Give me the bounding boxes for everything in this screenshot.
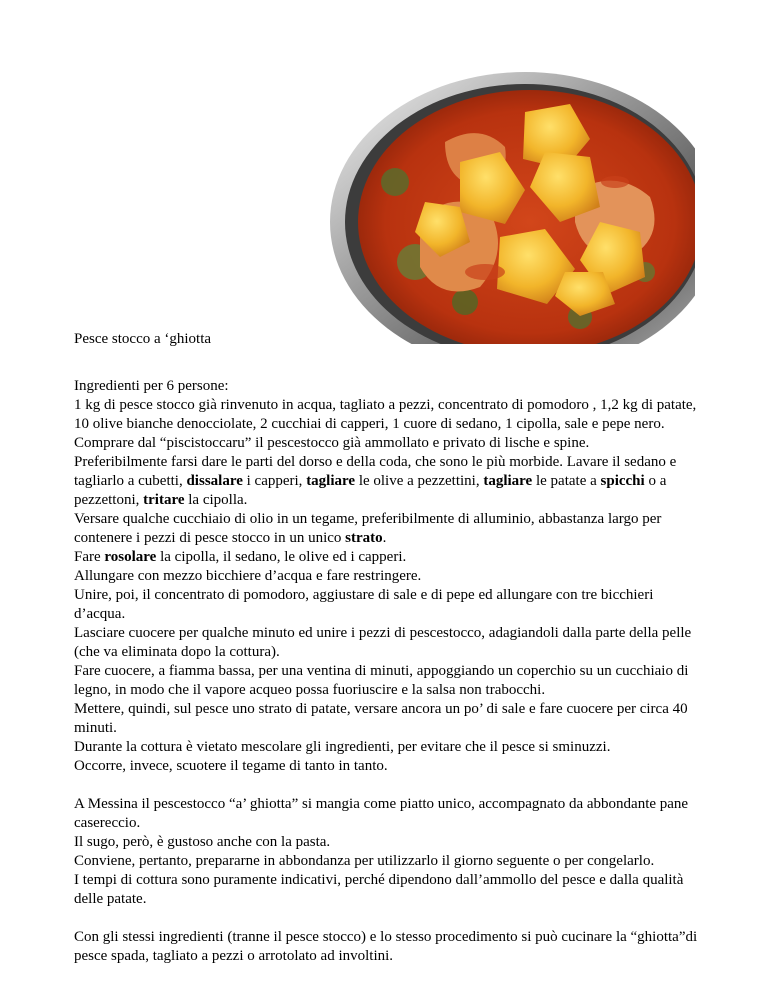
step-prep-text-e: o a pezzettoni, [74,473,667,508]
keyword-rosolare: rosolare [104,549,157,565]
keyword-dissalare: dissalare [186,473,243,489]
ingredients-heading: Ingredienti per 6 persone: [74,378,229,394]
recipe-body [74,377,704,966]
keyword-tagliare-patate: tagliare [483,473,533,489]
step-water: Allungare con mezzo bicchiere d’acqua e fare restringere. [74,568,422,584]
note-times: I tempi di cottura sono puramente indicativi, perché dipendono dall’ammollo del pesce e dalla qualità delle patate. [74,872,684,907]
step-prep [74,453,704,510]
recipe-title: Pesce stocco a ‘ghiotta [74,331,212,347]
keyword-tagliare-olive: tagliare [306,473,356,489]
keyword-spicchi: spicchi [600,473,645,489]
keyword-strato: strato [345,530,383,546]
paragraph-gap [74,909,704,928]
step-fry-text-b: la cipolla, il sedano, le olive ed i capperi. [156,549,407,565]
step-shake: Occorre, invece, scuotere il tegame di tanto in tanto. [74,758,388,774]
stew-pot-photo [325,72,695,344]
step-prep-text-f: la cipolla. [184,492,248,508]
step-oil-text-b: . [382,530,387,546]
paragraph-gap [74,776,704,795]
note-pasta: Il sugo, però, è gustoso anche con la pasta. [74,834,331,850]
step-oil [74,510,704,548]
stew-pot-illustration [325,72,695,344]
keyword-tritare: tritare [143,492,185,508]
step-tomato: Unire, poi, il concentrato di pomodoro, aggiustare di sale e di pepe ed allungare con tre bicchieri d’acqua. [74,587,654,622]
step-prep-text-c: le olive a pezzettini, [355,473,484,489]
step-fry-text-a: Fare [74,549,105,565]
step-oil-text-a: Versare qualche cucchiaio di olio in un tegame, preferibilmente di alluminio, abbastanza largo per contenere i pezzi di pesce stocco in un unico [74,511,662,546]
step-prep-text-b: i capperi, [242,473,307,489]
step-no-stir: Durante la cottura è vietato mescolare gli ingredienti, per evitare che il pesce si sminuzzi. [74,739,611,755]
step-prep-text-d: le patate a [532,473,601,489]
note-abundance: Conviene, pertanto, prepararne in abbondanza per utilizzarlo il giorno seguente o per congelarlo. [74,853,655,869]
step-cook: Fare cuocere, a fiamma bassa, per una ventina di minuti, appoggiando un coperchio su un cucchiaio di legno, in modo che il vapore acqueo possa fuoriuscire e la salsa non trabocchi. [74,663,689,698]
step-fish: Lasciare cuocere per qualche minuto ed unire i pezzi di pescestocco, adagiandoli dalla parte della pelle (che va eliminata dopo la cottura). [74,625,692,660]
step-fry [74,548,704,567]
step-prep-text-a: Preferibilmente farsi dare le parti del dorso e della coda, che sono le più morbide. Lavare il sedano e tagliarlo a cubetti, [74,454,677,489]
step-buy: Comprare dal “piscistoccaru” il pescestocco già ammollato e privato di lische e spine. [74,435,590,451]
variant-note: Con gli stessi ingredienti (tranne il pesce stocco) e lo stesso procedimento si può cucinare la “ghiotta”di pesce spada, tagliato a pezzi o arrotolato ad involtini. [74,929,698,964]
ingredients-list: 1 kg di pesce stocco già rinvenuto in acqua, tagliato a pezzi, concentrato di pomodoro , 1,2 kg di patate, 10 olive bianche denocciolate, 2 cucchiai di capperi, 1 cuore di sedano, 1 cipolla, sale e pepe nero. [74,397,697,432]
note-messina: A Messina il pescestocco “a’ ghiotta” si mangia come piatto unico, accompagnato da abbondante pane casereccio. [74,796,689,831]
step-potatoes: Mettere, quindi, sul pesce uno strato di patate, versare ancora un po’ di sale e fare cuocere per circa 40 minuti. [74,701,688,736]
